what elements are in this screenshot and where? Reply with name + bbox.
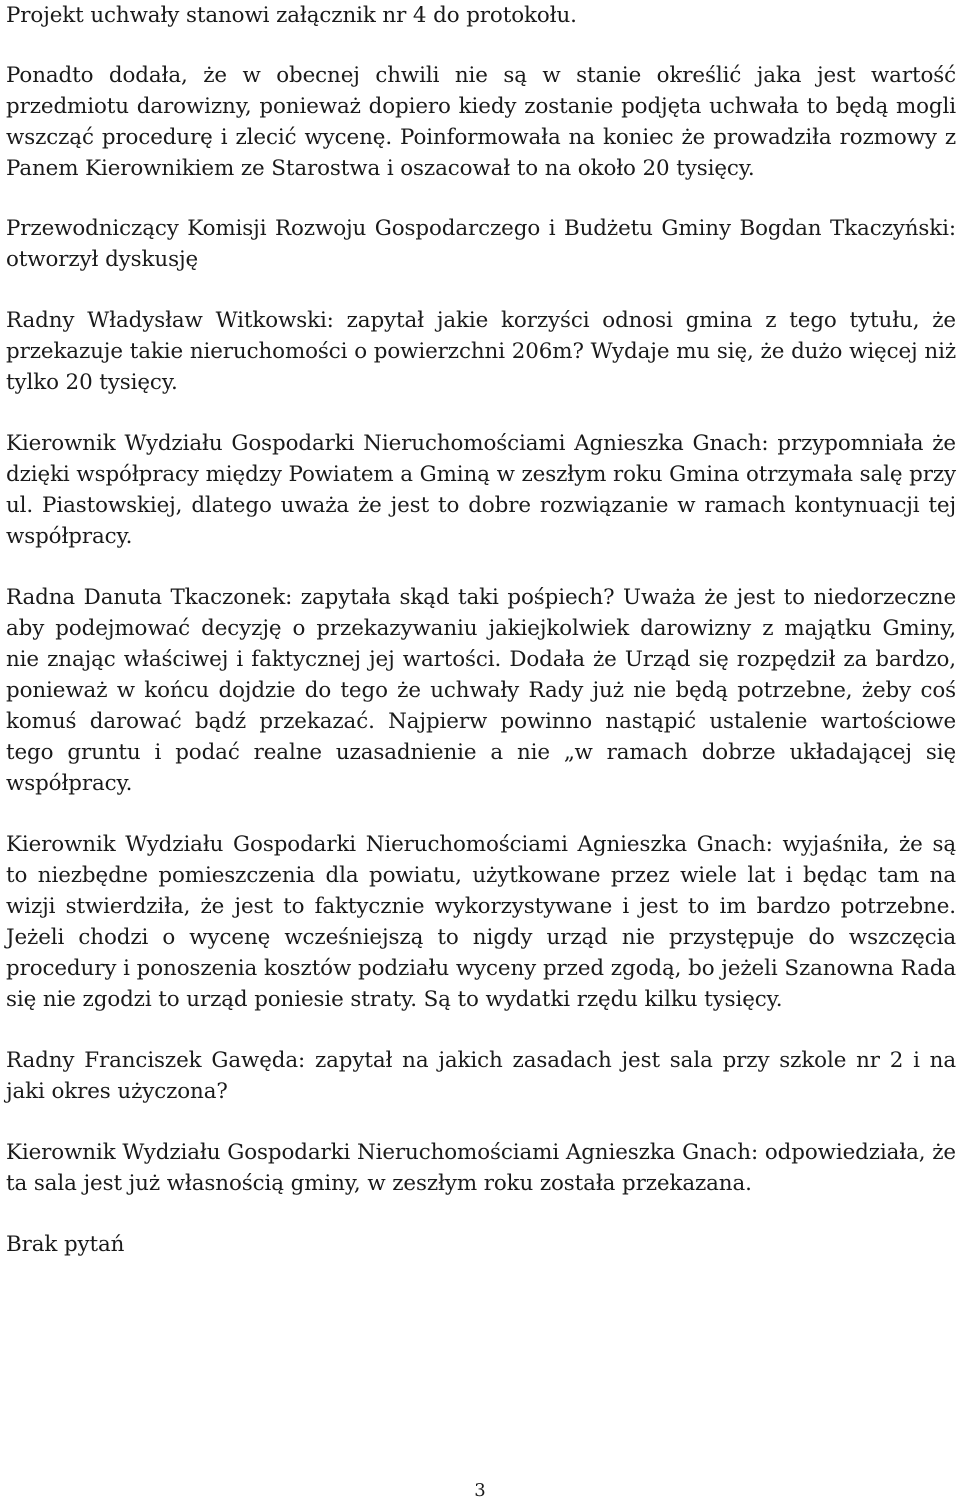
speaker-name: Przewodniczący Komisji Rozwoju Gospodarczego i Budżetu Gminy Bogdan Tkaczyński:: [6, 216, 956, 241]
paragraph-text: zapytał jakie korzyści odnosi gmina z tego tytułu, że przekazuje takie nieruchomości o powierzchni 206m? Wydaje mu się, że dużo więcej niż tylko 20 tysięcy.: [6, 308, 956, 395]
statement-paragraph: [6, 213, 956, 275]
statement-paragraph: [6, 1045, 956, 1107]
paragraph-text: Projekt uchwały stanowi załącznik nr 4 do protokołu.: [6, 3, 577, 28]
statement-paragraph: [6, 60, 956, 184]
paragraph-text: wyjaśniła, że są to niezbędne pomieszczenia dla powiatu, użytkowane przez wiele lat i będąc tam na wizji stwierdziła, że jest to faktycznie wykorzystywane i jest to im bardzo potrzebne. Jeżeli chodzi o wycenę wcześniejszą to nigdy urząd nie przystępuje do wszczęcia procedury i ponoszenia kosztów podziału wyceny przed zgodą, bo jeżeli Szanowna Rada się nie zgodzi to urząd poniesie straty. Są to wydatki rzędu kilku tysięcy.: [6, 832, 956, 1012]
statement-paragraph: [6, 305, 956, 398]
paragraph-text: przypomniała że dzięki współpracy między Powiatem a Gminą w zeszłym roku Gmina otrzymała salę przy ul. Piastowskiej, dlatego uważa że jest to dobre rozwiązanie w ramach kontynuacji tej współpracy.: [6, 431, 957, 549]
paragraph-text: : zapytał na jakich zasadach jest sala przy szkole nr 2 i na jaki okres użyczona?: [6, 1048, 956, 1104]
closing-note: [6, 1229, 956, 1260]
statement-paragraph: [6, 428, 956, 552]
speaker-name: Kierownik Wydziału Gospodarki Nieruchomościami Agnieszka Gnach:: [6, 431, 769, 456]
speaker-name: Kierownik Wydziału Gospodarki Nieruchomościami Agnieszka Gnach:: [6, 832, 773, 857]
paragraph-text: Brak pytań: [6, 1232, 125, 1257]
attachment-note: [6, 0, 956, 31]
speaker-name: Kierownik Wydziału Gospodarki Nieruchomościami Agnieszka Gnach:: [6, 1140, 759, 1165]
speaker-name: Radny Władysław Witkowski:: [6, 308, 334, 333]
paragraph-text: Ponadto dodała, że w obecnej chwili nie są w stanie określić jaka jest wartość przedmiotu darowizny, ponieważ dopiero kiedy zostanie podjęta uchwała to będą mogli wszcząć procedurę i zlecić wycenę. Poinformowała na koniec że prowadziła rozmowy z Panem Kierownikiem ze Starostwa i oszacował to na około 20 tysięcy.: [6, 63, 956, 181]
paragraph-text: otworzył dyskusję: [6, 247, 199, 272]
speaker-name: Radna Danuta Tkaczonek:: [6, 585, 293, 610]
speaker-name: Radny Franciszek Gawęda: [6, 1048, 299, 1073]
paragraph-text: odpowiedziała, że ta sala jest już własnością gminy, w zeszłym roku została przekazana.: [6, 1140, 956, 1196]
page-number: 3: [474, 1480, 486, 1501]
document-page: [6, 0, 956, 1260]
statement-paragraph: [6, 829, 956, 1015]
statement-paragraph: [6, 1137, 956, 1199]
statement-paragraph: [6, 582, 956, 799]
paragraph-text: zapytała skąd taki pośpiech? Uważa że jest to niedorzeczne aby podejmować decyzję o przekazywaniu jakiejkolwiek darowizny z majątku Gminy, nie znając właściwej i faktycznej jej wartości. Dodała że Urząd się rozpędził za bardzo, ponieważ w końcu dojdzie do tego że uchwały Rady już nie będą potrzebne, żeby coś komuś darować bądź przekazać. Najpierw powinno nastąpić ustalenie wartościowe tego gruntu i podać realne uzasadnienie a nie „w ramach dobrze układającej się współpracy.: [6, 585, 957, 796]
